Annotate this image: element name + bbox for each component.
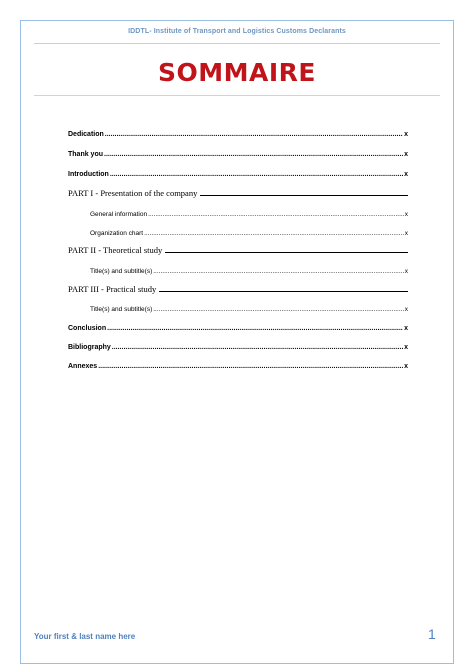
toc-entry-annexes[interactable] xyxy=(68,356,408,370)
toc-label: Conclusion xyxy=(68,325,107,332)
header-divider xyxy=(34,43,440,44)
toc-leader xyxy=(112,344,403,351)
footer-author-name: Your first & last name here xyxy=(34,632,136,641)
title-divider xyxy=(34,95,440,96)
toc-entry-part-3[interactable] xyxy=(68,280,408,294)
toc-leader xyxy=(148,212,404,219)
toc-leader xyxy=(144,231,404,238)
toc-leader xyxy=(153,307,404,314)
toc-page: x xyxy=(404,171,408,178)
toc-page: x xyxy=(404,268,408,275)
toc-leader xyxy=(110,171,403,178)
toc-entry-dedication[interactable] xyxy=(68,124,408,138)
toc-page: x xyxy=(404,151,408,158)
toc-underline xyxy=(200,195,408,196)
toc-page: x xyxy=(404,344,408,351)
toc-page: x xyxy=(404,325,408,332)
toc-page: x xyxy=(404,230,408,237)
toc-entry-introduction[interactable] xyxy=(68,164,408,178)
toc-page: x xyxy=(404,306,408,313)
toc-label: PART II - Theoretical study xyxy=(68,245,163,255)
toc-entry-organization-chart[interactable] xyxy=(90,223,408,237)
toc-underline xyxy=(165,252,408,253)
toc-label: Organization chart xyxy=(90,230,144,237)
toc-leader xyxy=(153,269,404,276)
toc-label: Title(s) and subtitle(s) xyxy=(90,306,153,313)
page-title: SOMMAIRE xyxy=(158,58,316,87)
toc-label: Bibliography xyxy=(68,344,111,351)
toc-entry-thank-you[interactable] xyxy=(68,144,408,158)
toc-page: x xyxy=(404,363,408,370)
toc-label: Introduction xyxy=(68,171,109,178)
toc-page: x xyxy=(404,131,408,138)
toc-label: Title(s) and subtitle(s) xyxy=(90,268,153,275)
toc-entry-part-2[interactable] xyxy=(68,241,408,255)
toc-label: PART I - Presentation of the company xyxy=(68,188,198,198)
toc-entry-part-1[interactable] xyxy=(68,184,408,198)
toc-leader xyxy=(107,325,403,332)
footer-page-number: 1 xyxy=(428,626,436,642)
toc-underline xyxy=(159,291,408,292)
toc-entry-conclusion[interactable] xyxy=(68,318,408,332)
toc-label: Dedication xyxy=(68,131,104,138)
toc-label: Annexes xyxy=(68,363,98,370)
toc-entry-general-information[interactable] xyxy=(90,204,408,218)
toc-leader xyxy=(105,131,403,138)
toc-entry-bibliography[interactable] xyxy=(68,337,408,351)
toc-leader xyxy=(104,151,403,158)
toc-label: PART III - Practical study xyxy=(68,284,157,294)
toc-leader xyxy=(98,363,403,370)
toc-label: General information xyxy=(90,211,148,218)
toc-label: Thank you xyxy=(68,151,104,158)
toc-entry-part-3-titles[interactable] xyxy=(90,299,408,313)
toc-entry-part-2-titles[interactable] xyxy=(90,261,408,275)
page-header: IDDTL- Institute of Transport and Logistics Customs Declarants xyxy=(128,28,346,35)
toc-page: x xyxy=(404,211,408,218)
